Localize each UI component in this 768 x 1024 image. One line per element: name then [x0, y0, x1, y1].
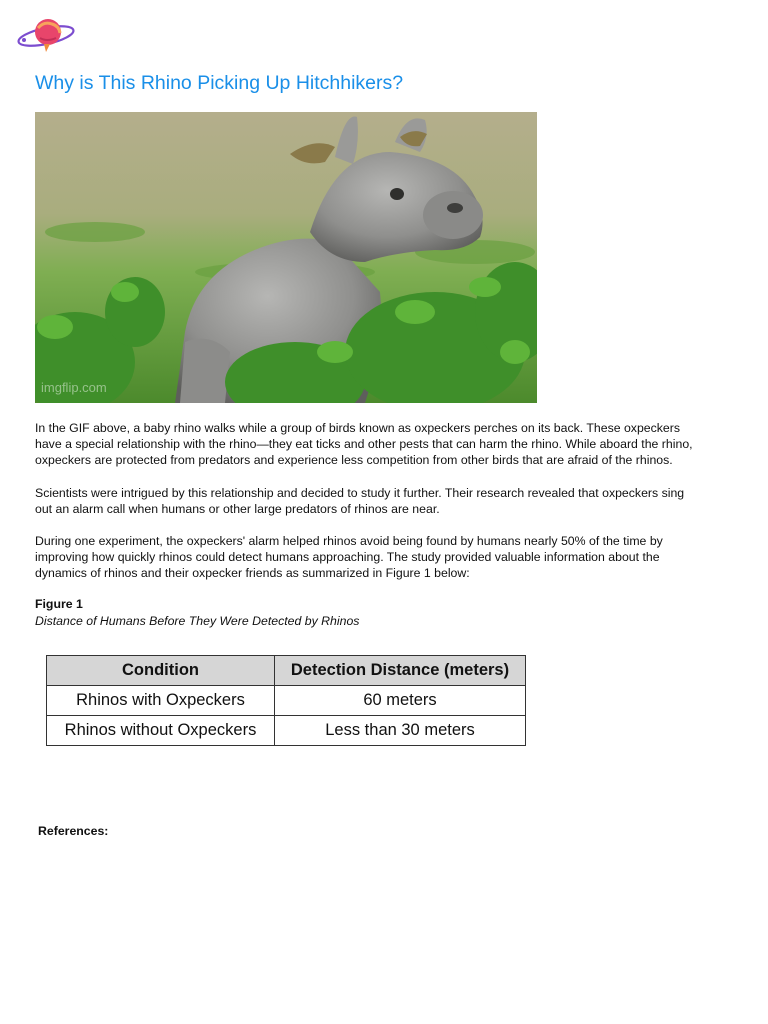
paragraph-research [35, 485, 735, 517]
paragraph-experiment [35, 533, 735, 582]
planet-brain-logo-icon [14, 12, 78, 56]
text-line: dynamics of rhinos and their oxpecker friends as summarized in Figure 1 below: [35, 566, 470, 581]
text-line: During one experiment, the oxpeckers' alarm helped rhinos avoid being found by humans nearly 50% of the time by [35, 534, 663, 548]
references-heading: References: [38, 824, 109, 838]
text-line: In the GIF above, a baby rhino walks while a group of birds known as oxpeckers perches on its back. These oxpeckers [35, 421, 681, 435]
table-row [47, 686, 526, 716]
text-line: have a special relationship with the rhino—they eat ticks and other pests that can harm the rhino. While aboard the rhino, [35, 437, 693, 452]
rhino-photo [35, 112, 537, 403]
table-header-row [47, 656, 526, 686]
figure-label: Figure 1 [35, 597, 83, 611]
table-cell: Rhinos without Oxpeckers [47, 716, 275, 746]
table-row [47, 716, 526, 746]
text-line: improving how quickly rhinos could detect humans approaching. The study provided valuable information about the [35, 550, 660, 565]
table-cell: Rhinos with Oxpeckers [47, 686, 275, 716]
table-header-cell: Detection Distance (meters) [275, 656, 526, 686]
table-cell: 60 meters [275, 686, 526, 716]
figure-caption: Distance of Humans Before They Were Detected by Rhinos [35, 614, 360, 628]
text-line: oxpeckers are protected from predators and experience less competition from other birds that are afraid of the rhinos. [35, 453, 673, 468]
table-cell: Less than 30 meters [275, 716, 526, 746]
page-title: Why is This Rhino Picking Up Hitchhikers? [35, 72, 404, 94]
image-watermark: imgflip.com [41, 380, 107, 395]
text-line: Scientists were intrigued by this relationship and decided to study it further. Their research revealed that oxpeckers sing [35, 486, 685, 500]
detection-distance-table [46, 655, 526, 746]
table-header-cell: Condition [47, 656, 275, 686]
paragraph-intro [35, 420, 735, 469]
text-line: out an alarm call when humans or other large predators of rhinos are near. [35, 502, 440, 517]
